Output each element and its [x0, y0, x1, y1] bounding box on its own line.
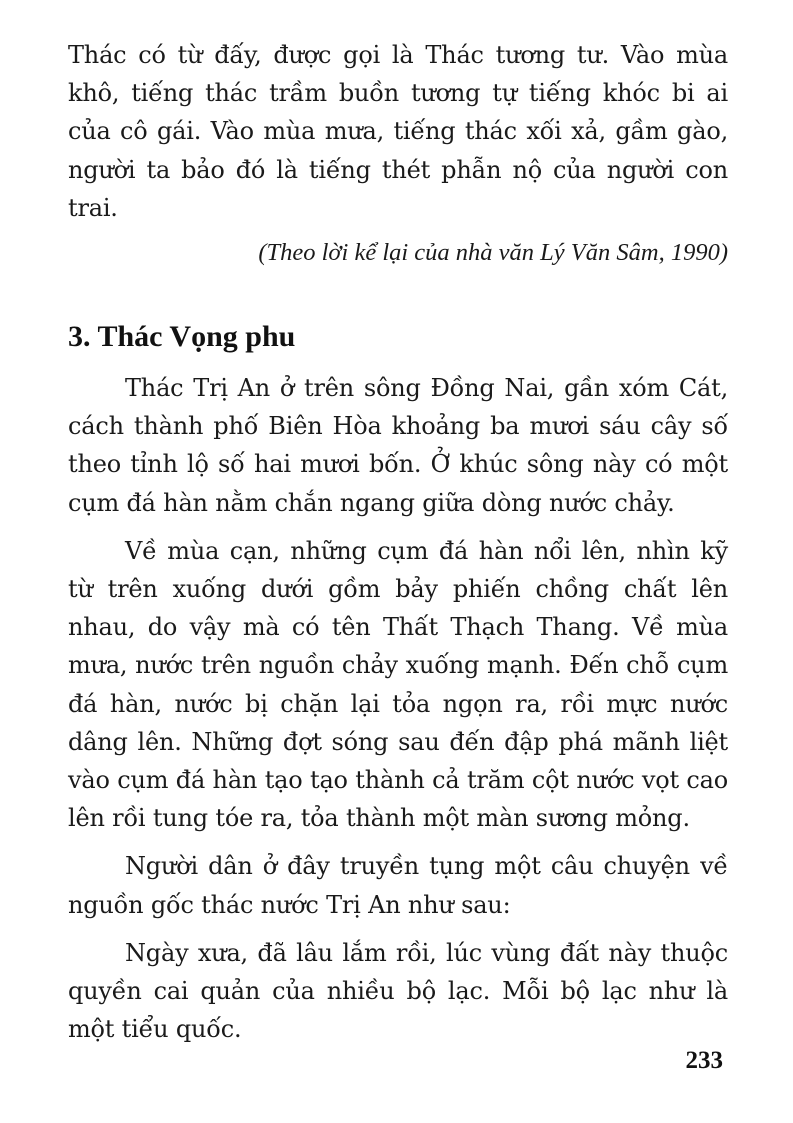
body-paragraph: Người dân ở đây truyền tụng một câu chuyện về nguồn gốc thác nước Trị An như sau: — [68, 852, 728, 919]
page-number: 233 — [685, 1047, 723, 1074]
body-paragraph: Thác Trị An ở trên sông Đồng Nai, gần xóm Cát, cách thành phố Biên Hòa khoảng ba mươi sáu cây số theo tỉnh lộ số hai mươi bốn. Ở khúc sông này có một cụm đá hàn nằm chắn ngang giữa dòng nước chảy. — [68, 374, 728, 517]
body-paragraph: Ngày xưa, đã lâu lắm rồi, lúc vùng đất này thuộc quyền cai quản của nhiều bộ lạc. Mỗi bộ lạc như là một tiểu quốc. — [68, 938, 728, 1044]
citation: (Theo lời kể lại của nhà văn Lý Văn Sâm, 1990) — [258, 239, 728, 267]
page-body — [68, 36, 728, 1048]
body-paragraph: Về mùa cạn, những cụm đá hàn nổi lên, nhìn kỹ từ trên xuống dưới gồm bảy phiến chồng chất lên nhau, do vậy mà có tên Thất Thạch Thang. Về mùa mưa, nước trên nguồn chảy xuống mạnh. Đến chỗ cụm đá hàn, nước bị chặn lại tỏa ngọn ra, rồi mực nước dâng lên. Những đợt sóng sau đến đập phá mãnh liệt vào cụm đá hàn tạo tạo thành cả trăm cột nước vọt cao lên rồi tung tóe ra, tỏa thành một màn sương mỏng. — [68, 536, 728, 833]
intro-paragraph: Thác có từ đấy, được gọi là Thác tương tư. Vào mùa khô, tiếng thác trầm buồn tương tự tiếng khóc bi ai của cô gái. Vào mùa mưa, tiếng thác xối xả, gầm gào, người ta bảo đó là tiếng thét phẫn nộ của người con trai. — [68, 41, 728, 222]
section-heading: 3. Thác Vọng phu — [68, 320, 296, 354]
